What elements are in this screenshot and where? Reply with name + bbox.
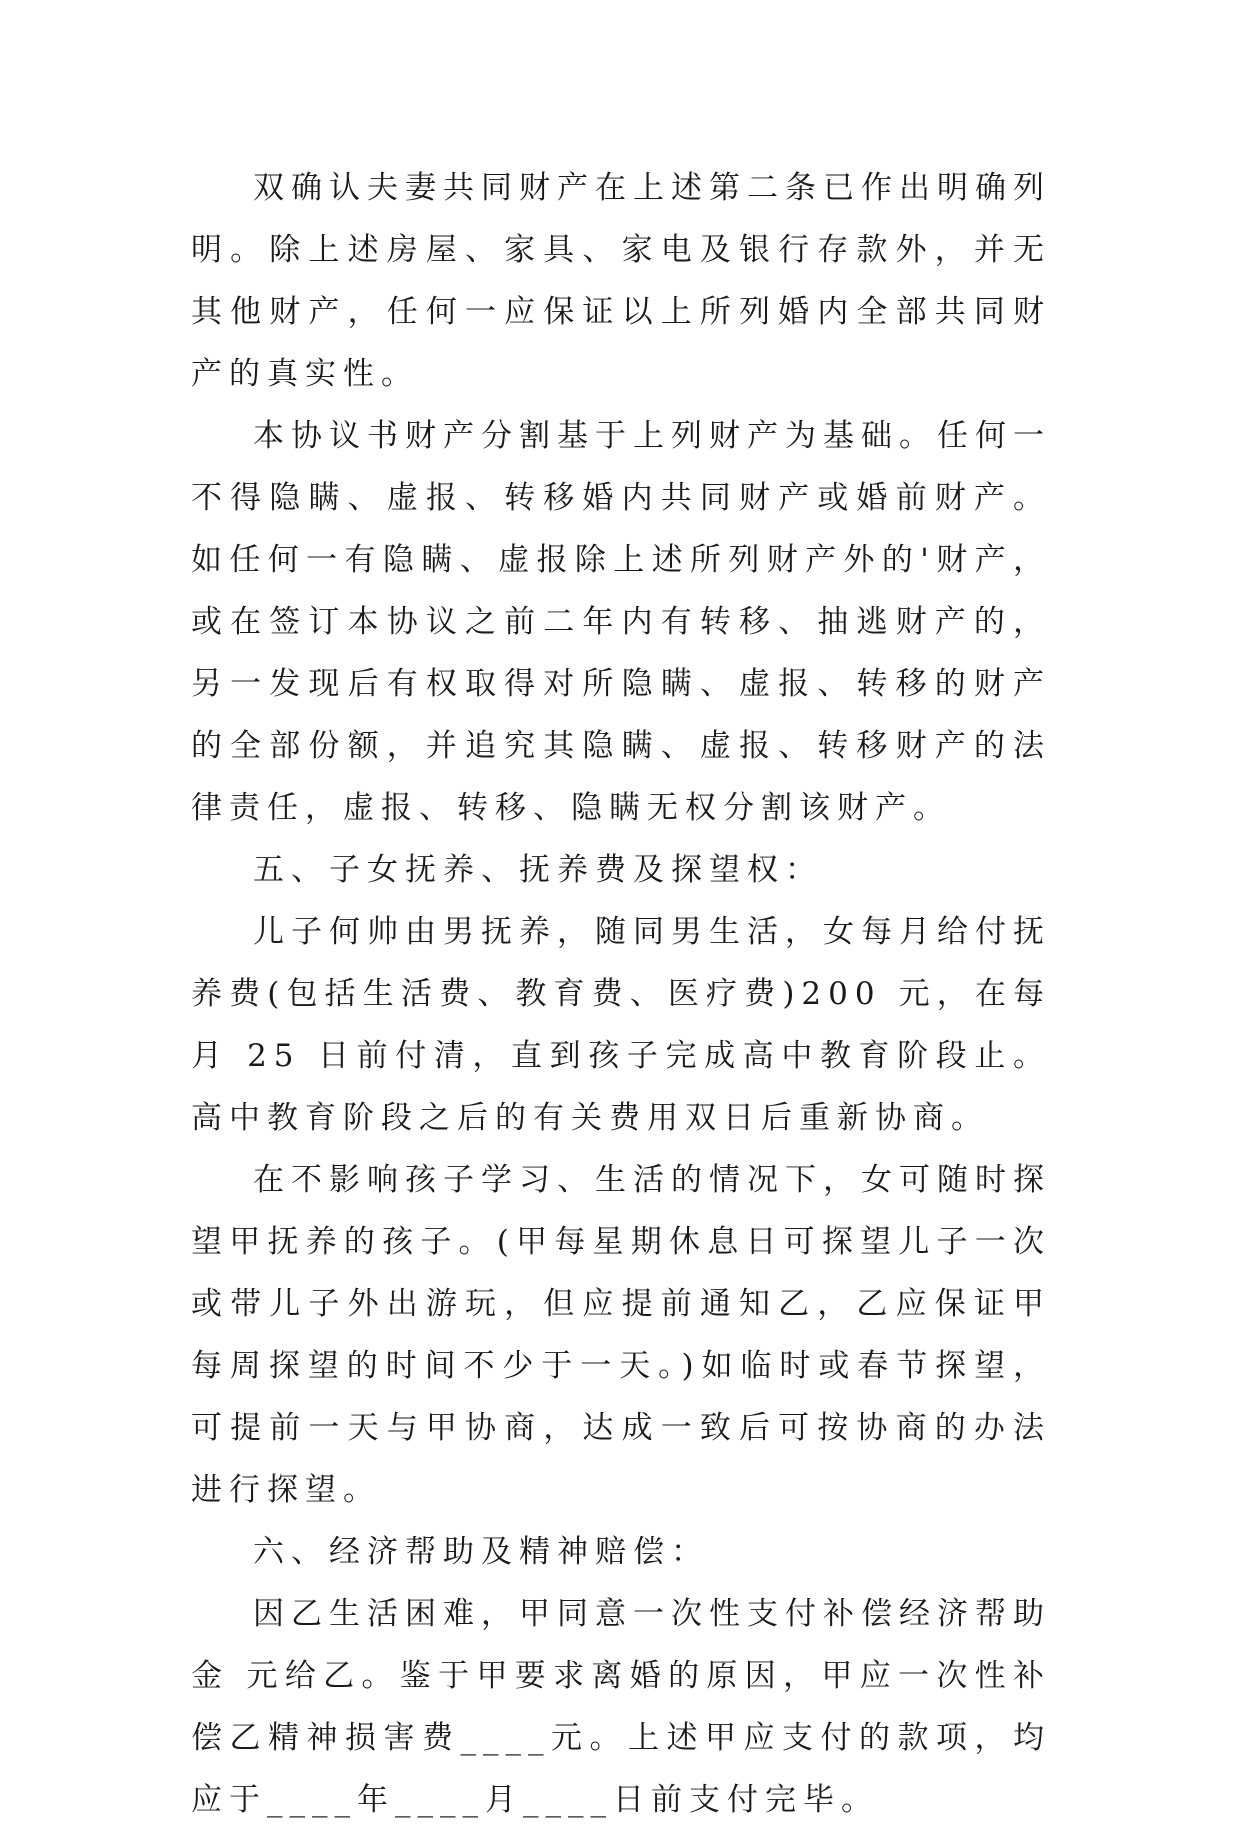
heading-section-six: 六、经济帮助及精神赔偿： bbox=[253, 1534, 709, 1570]
heading-section-five: 五、子女抚养、抚养费及探望权： bbox=[253, 852, 823, 888]
document-body bbox=[191, 157, 1051, 1831]
paragraph-property-confirmation: 双确认夫妻共同财产在上述第二条已作出明确列明。除上述房屋、家具、家电及银行存款外，并无其他财产，任何一应保证以上所列婚内全部共同财产的真实性。 bbox=[191, 170, 1051, 392]
paragraph-compensation: 因乙生活困难，甲同意一次性支付补偿经济帮助金 元给乙。鉴于甲要求离婚的原因，甲应一次性补偿乙精神损害费____元。上述甲应支付的款项，均应于____年____月____日前支付完毕。 bbox=[191, 1596, 1051, 1818]
paragraph-visitation: 在不影响孩子学习、生活的情况下，女可随时探望甲抚养的孩子。(甲每星期休息日可探望儿子一次或带儿子外出游玩，但应提前通知乙，乙应保证甲每周探望的时间不少于一天。)如临时或春节探望，可提前一天与甲协商，达成一致后可按协商的办法进行探望。 bbox=[191, 1162, 1051, 1508]
paragraph-property-division: 本协议书财产分割基于上列财产为基础。任何一不得隐瞒、虚报、转移婚内共同财产或婚前财产。如任何一有隐瞒、虚报除上述所列财产外的'财产，或在签订本协议之前二年内有转移、抽逃财产的，另一发现后有权取得对所隐瞒、虚报、转移的财产的全部份额，并追究其隐瞒、虚报、转移财产的法律责任，虚报、转移、隐瞒无权分割该财产。 bbox=[191, 418, 1051, 826]
paragraph-child-support: 儿子何帅由男抚养，随同男生活，女每月给付抚养费(包括生活费、教育费、医疗费)200 元，在每月 25 日前付清，直到孩子完成高中教育阶段止。高中教育阶段之后的有关费用双日后重新协商。 bbox=[191, 914, 1051, 1136]
